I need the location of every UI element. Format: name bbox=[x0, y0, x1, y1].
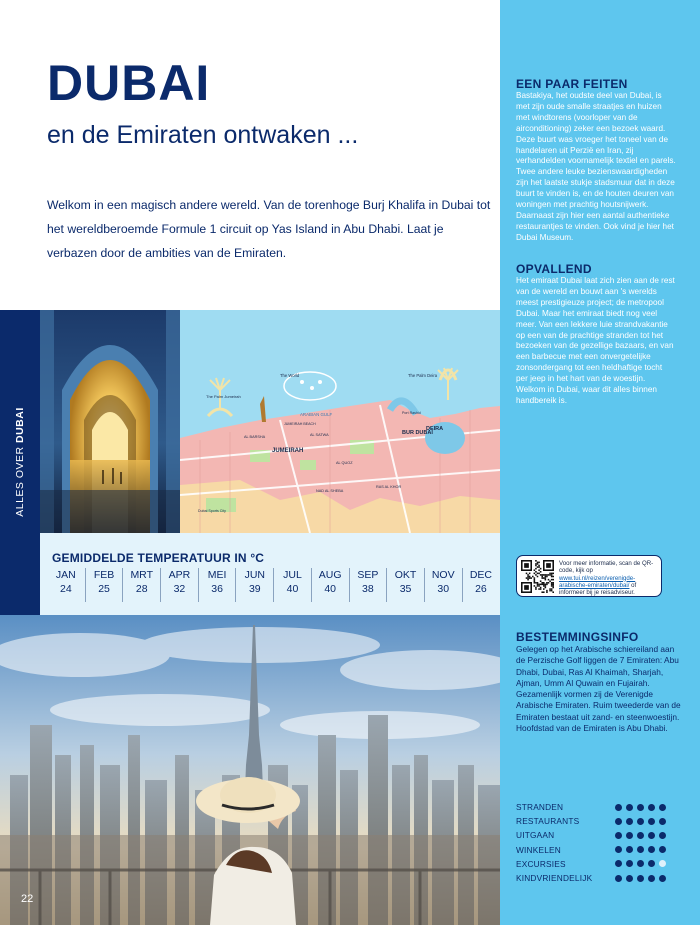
rating-dots bbox=[615, 875, 666, 882]
map-label-jumeirah-beach: JUMEIRAH BEACH bbox=[284, 422, 316, 426]
temperature-month: DEC bbox=[469, 569, 492, 581]
temperature-band bbox=[40, 533, 500, 615]
rating-dot bbox=[648, 832, 655, 839]
temperature-column bbox=[85, 568, 123, 602]
map-label-palm-deira: The Palm Deira bbox=[408, 373, 438, 378]
temperature-value: 35 bbox=[399, 583, 412, 595]
temperature-column bbox=[235, 568, 273, 602]
temperature-month: FEB bbox=[93, 569, 115, 581]
rating-dot bbox=[626, 804, 633, 811]
rating-dots bbox=[615, 804, 666, 811]
rating-row bbox=[516, 814, 666, 828]
temperature-value: 28 bbox=[135, 583, 148, 595]
map-label-ras-al-khor: RAS AL KHOR bbox=[376, 485, 402, 489]
temperature-value: 25 bbox=[98, 583, 110, 595]
rating-dot bbox=[615, 846, 622, 853]
map-label-palm-jumeirah: The Palm Jumeirah bbox=[206, 394, 241, 399]
rating-dots bbox=[615, 860, 666, 867]
temperature-column bbox=[349, 568, 387, 602]
qr-text bbox=[559, 560, 659, 596]
rating-dot bbox=[615, 832, 622, 839]
rating-dot bbox=[659, 860, 666, 867]
rating-dot bbox=[626, 846, 633, 853]
rating-dot bbox=[648, 846, 655, 853]
intro-text: Welkom in een magisch andere wereld. Van de torenhoge Burj Khalifa in Dubai tot het wereldberoemde Formule 1 circuit op Yas Island in Abu Dhabi. Laat je verbazen door de ambities van de Emiraten. bbox=[47, 198, 491, 260]
temperature-value: 36 bbox=[211, 583, 223, 595]
rating-dot bbox=[615, 875, 622, 882]
temperature-column bbox=[386, 568, 424, 602]
rating-row bbox=[516, 857, 666, 871]
qr-info-box bbox=[516, 555, 662, 597]
rating-dot bbox=[626, 818, 633, 825]
temperature-column bbox=[273, 568, 311, 602]
temperature-column bbox=[122, 568, 160, 602]
map-label-nad-al-sheba: NAD AL SHEBA bbox=[316, 489, 344, 493]
mosque-photo bbox=[40, 310, 180, 533]
map-label-sports-city: Dubai Sports City bbox=[198, 509, 226, 513]
qr-text-after: of informeer bij je reisadviseur. bbox=[559, 581, 637, 597]
rating-dot bbox=[637, 875, 644, 882]
temperature-month: JUL bbox=[283, 569, 302, 581]
rating-dot bbox=[626, 875, 633, 882]
temperature-month: OKT bbox=[394, 569, 417, 581]
destination-info-heading: BESTEMMINGSINFO bbox=[516, 630, 639, 644]
temperature-value: 32 bbox=[173, 583, 186, 595]
map-label-jumeirah: JUMEIRAH bbox=[272, 448, 304, 454]
temperature-month: AUG bbox=[318, 569, 342, 581]
rating-dots bbox=[615, 832, 666, 839]
temperature-column bbox=[160, 568, 198, 602]
temperature-month: JAN bbox=[55, 569, 76, 581]
rating-dot bbox=[626, 860, 633, 867]
temperature-month: APR bbox=[168, 569, 191, 581]
facts-section bbox=[516, 77, 676, 244]
qr-code-icon[interactable] bbox=[521, 560, 554, 593]
temperature-value: 38 bbox=[362, 583, 374, 595]
ratings-list bbox=[516, 800, 666, 885]
map-label-al-barsha: AL BARSHA bbox=[244, 435, 266, 439]
opvallend-heading: OPVALLEND bbox=[516, 262, 592, 276]
temperature-value: 40 bbox=[286, 583, 299, 595]
temperature-column bbox=[47, 568, 85, 602]
rating-row bbox=[516, 800, 666, 814]
temperature-value: 24 bbox=[60, 583, 72, 595]
temperature-column bbox=[424, 568, 462, 602]
temperature-month: MRT bbox=[130, 569, 153, 581]
rating-label: UITGAAN bbox=[516, 830, 555, 841]
map-label-al-quoz: AL QUOZ bbox=[336, 461, 353, 465]
rating-dot bbox=[637, 804, 644, 811]
temperature-value: 30 bbox=[437, 583, 450, 595]
temperature-column bbox=[462, 568, 500, 602]
rating-label: WINKELEN bbox=[516, 844, 561, 855]
temperature-value: 40 bbox=[324, 583, 336, 595]
qr-text-before: Voor meer informatie, scan de QR-code, kijk op bbox=[559, 560, 654, 575]
map-label-bur-dubai: BUR DUBAI bbox=[402, 430, 433, 436]
temperature-month: MEI bbox=[207, 569, 227, 581]
rating-label: KINDVRIENDELIJK bbox=[516, 873, 593, 884]
map-label-al-satwa: AL SATWA bbox=[310, 433, 329, 437]
temperature-value: 26 bbox=[475, 583, 487, 595]
temperature-month: NOV bbox=[431, 569, 455, 581]
rating-dot bbox=[615, 860, 622, 867]
rating-dot bbox=[615, 818, 622, 825]
rating-row bbox=[516, 871, 666, 885]
destination-info-text: Gelegen op het Arabische schiereiland aan de Perzische Golf liggen de 7 Emiraten: Abu Dhabi, Dubai, Ras Al Khaimah, Sharjah, Ajman, Umm Al Quwain en Fujairah. Gezamenlijk vormen zij de Verenigde Arabische Emiraten. Ruim tweederde van de Emiraten bestaat uit zand- en steenwoestijn. Hoofdstad van de Emiraten is Abu Dhabi. bbox=[516, 644, 681, 734]
rating-label: EXCURSIES bbox=[516, 858, 566, 869]
map-label-the-world: The World bbox=[280, 373, 300, 378]
map-label-arabian-gulf: ARABIAN GULF bbox=[300, 412, 333, 417]
page-number: 22 bbox=[21, 893, 34, 905]
page-subtitle: en de Emiraten ontwaken ... bbox=[47, 121, 359, 149]
rating-dot bbox=[637, 860, 644, 867]
temperature-column bbox=[311, 568, 349, 602]
rating-dots bbox=[615, 846, 666, 853]
qr-link[interactable]: www.tui.nl/reizen/verenigde-arabische-emiraten/dubai/ bbox=[559, 574, 636, 589]
rating-row bbox=[516, 843, 666, 857]
rating-dot bbox=[615, 804, 622, 811]
vertical-label-prefix: ALLES OVER bbox=[14, 442, 26, 517]
opvallend-text: Het emiraat Dubai laat zich zien aan de rest van de wereld en bouwt aan 's werelds meest prestigieuze project; de metropool Dubai. Maar het emiraat biedt nog veel meer. Van een lekkere luie strandvakantie op een van de prachtige stranden tot het bezoeken van de gezellige bazaars, en van een barbecue met een onvergetelijke zonsondergang tot een heldhaftige tocht per jeep in het hart van de woestijn. Welkom in Dubai, waar dit alles binnen handbereik is. bbox=[516, 276, 675, 405]
rating-label: RESTAURANTS bbox=[516, 816, 580, 827]
rating-dot bbox=[626, 832, 633, 839]
temperature-value: 39 bbox=[248, 583, 261, 595]
page-title: DUBAI bbox=[47, 55, 211, 111]
temperature-title: GEMIDDELDE TEMPERATUUR IN °C bbox=[52, 551, 265, 565]
dubai-map bbox=[180, 310, 500, 533]
facts-heading: EEN PAAR FEITEN bbox=[516, 77, 628, 91]
temperature-month: JUN bbox=[244, 569, 265, 581]
destination-info-section bbox=[516, 630, 681, 734]
rating-dots bbox=[615, 818, 666, 825]
temperature-grid bbox=[47, 568, 499, 602]
opvallend-section bbox=[516, 262, 676, 407]
map-label-deira: DEIRA bbox=[426, 426, 444, 432]
facts-text: Bastakiya, het oudste deel van Dubai, is met zijn oude smalle straatjes en huizen met windtorens (voorloper van de airconditioning) zeker een bezoek waard. Deze buurt was vroeger het toneel van de handelaren uit Perzië en Iran, zij verhandelden voornamelijk textiel en parels. Twee andere leuke bezienswaardigheden zijn het laatste stukje stadsmuur dat in deze buurt te vinden is, en de houten deuren van woningen met prachtig houtsnijwerk. Daarnaast zijn hier een aantal authentieke restaurantjes te vinden. Ook vind je hier het Dubai Museum. bbox=[516, 91, 676, 242]
rating-dot bbox=[659, 804, 666, 811]
rating-dot bbox=[648, 860, 655, 867]
vertical-section-label bbox=[14, 407, 26, 517]
temperature-column bbox=[198, 568, 236, 602]
rating-dot bbox=[648, 875, 655, 882]
rating-dot bbox=[659, 875, 666, 882]
rating-dot bbox=[659, 832, 666, 839]
rating-label: STRANDEN bbox=[516, 802, 564, 813]
rating-dot bbox=[659, 818, 666, 825]
rating-dot bbox=[648, 804, 655, 811]
rating-row bbox=[516, 828, 666, 842]
rating-dot bbox=[648, 818, 655, 825]
rating-dot bbox=[637, 832, 644, 839]
rating-dot bbox=[637, 818, 644, 825]
vertical-label-bold: DUBAI bbox=[14, 407, 26, 443]
rating-dot bbox=[659, 846, 666, 853]
skyline-photo bbox=[0, 615, 500, 925]
map-label-port-rashid: Port Rashid bbox=[402, 411, 421, 415]
rating-dot bbox=[637, 846, 644, 853]
temperature-month: SEP bbox=[357, 569, 379, 581]
